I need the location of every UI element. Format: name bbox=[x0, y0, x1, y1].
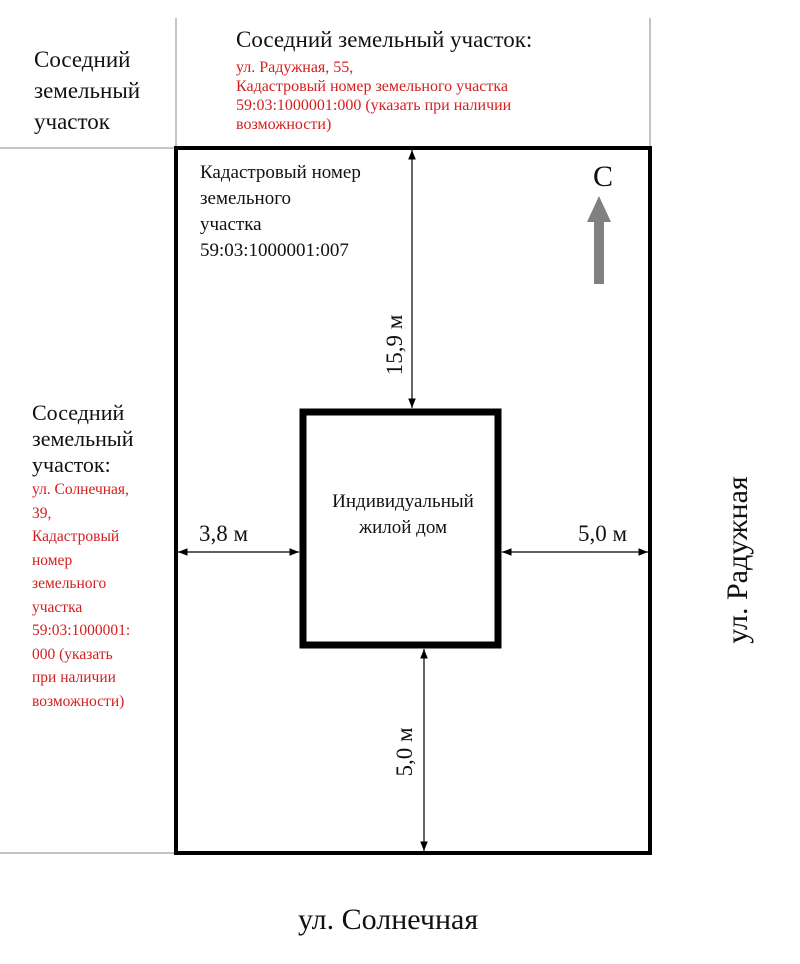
neighbor-left-title-line: Соседний bbox=[32, 400, 125, 425]
neighbor-top-title: Соседний земельный участок: bbox=[236, 27, 533, 52]
cadastral-line: 59:03:1000001:007 bbox=[200, 240, 349, 261]
neighbor-left-details bbox=[32, 478, 167, 713]
north-arrow-icon bbox=[587, 196, 611, 284]
dimension-label-top-text: 15,9 м bbox=[382, 314, 407, 376]
dimension-label-left: 3,8 м bbox=[199, 521, 249, 546]
neighbor-left-detail-line: ул. Солнечная, bbox=[32, 481, 129, 498]
neighbor-left-title-line: участок: bbox=[32, 452, 111, 477]
house-label-line: Индивидуальный bbox=[332, 491, 474, 512]
neighbor-top-detail-line: Кадастровый номер земельного участка bbox=[236, 78, 508, 95]
north-label: С bbox=[592, 160, 613, 193]
neighbor-label-line: земельный bbox=[34, 78, 141, 103]
neighbor-top-detail-line: ул. Радужная, 55, bbox=[236, 59, 354, 76]
neighbor-left-title bbox=[32, 400, 172, 478]
neighbor-top-detail-line: возможности) bbox=[236, 116, 332, 133]
neighbor-label-top-left bbox=[34, 44, 174, 137]
neighbor-label-line: Соседний bbox=[34, 47, 131, 72]
street-label-right-text: ул. Радужная bbox=[721, 476, 754, 644]
neighbor-left-detail-line: Кадастровый bbox=[32, 528, 120, 545]
street-label-bottom: ул. Солнечная bbox=[298, 903, 479, 936]
neighbor-top-detail-line: 59:03:1000001:000 (указать при наличии bbox=[236, 97, 512, 114]
neighbor-left-detail-line: участка bbox=[32, 598, 83, 616]
dimension-label-right: 5,0 м bbox=[578, 521, 628, 546]
neighbor-left-detail-line: земельного bbox=[32, 575, 107, 592]
house-label bbox=[308, 489, 498, 541]
cadastral-number-label bbox=[200, 160, 410, 264]
cadastral-line: участка bbox=[200, 214, 262, 235]
dimension-label-bottom-text: 5,0 м bbox=[392, 727, 417, 777]
neighbor-top-details bbox=[236, 58, 636, 134]
cadastral-line: земельного bbox=[200, 188, 292, 209]
neighbor-left-detail-line: 39, bbox=[32, 504, 52, 522]
neighbor-left-detail-line: 000 (указать bbox=[32, 645, 113, 663]
neighbor-left-detail-line: при наличии bbox=[32, 669, 116, 686]
cadastral-line: Кадастровый номер bbox=[200, 162, 361, 183]
neighbor-left-title-line: земельный bbox=[32, 426, 134, 451]
neighbor-left-detail-line: 59:03:1000001: bbox=[32, 622, 131, 639]
neighbor-left-detail-line: номер bbox=[32, 551, 73, 569]
neighbor-left-detail-line: возможности) bbox=[32, 692, 125, 710]
house-label-line: жилой дом bbox=[358, 517, 448, 538]
neighbor-label-line: участок bbox=[34, 109, 110, 134]
